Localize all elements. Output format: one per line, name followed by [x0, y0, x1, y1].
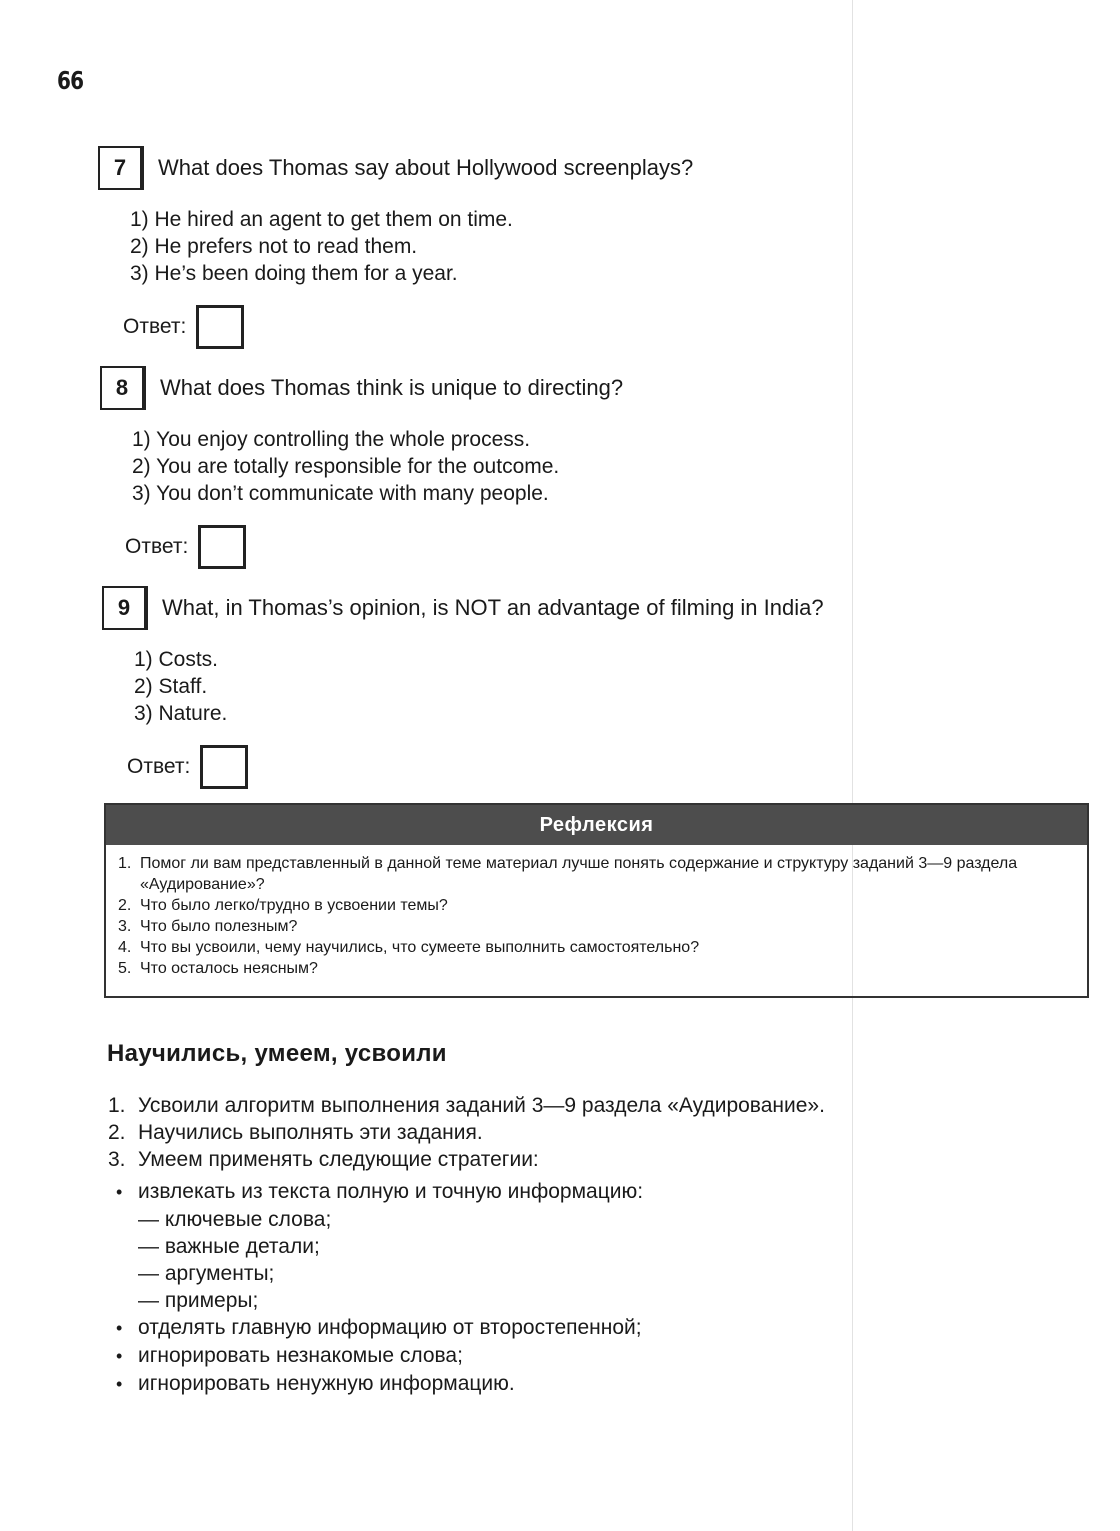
- answer-options: [134, 646, 1002, 727]
- strategy-item: [116, 1178, 643, 1206]
- reflection-box: [104, 803, 1089, 998]
- item-text: Что было полезным?: [140, 918, 298, 935]
- item-number: 1.: [108, 1094, 126, 1117]
- strategy-item: [116, 1314, 643, 1342]
- item-number: 3.: [118, 918, 132, 935]
- item-number: 1.: [118, 855, 132, 872]
- answer-row: [127, 745, 1002, 789]
- option-2: 2) You are totally responsible for the outcome.: [132, 455, 560, 478]
- item-text: Помог ли вам представленный в данной теме материал лучше понять содержание и структуру заданий 3—9 раздела «Аудирование»?: [140, 855, 1018, 893]
- item-number: 3.: [108, 1148, 126, 1171]
- answer-row: [125, 525, 1000, 569]
- option-1: 1) You enjoy controlling the whole process.: [132, 428, 531, 451]
- item-text: Усвоили алгоритм выполнения заданий 3—9 раздела «Аудирование».: [138, 1094, 825, 1117]
- summary-item: [108, 1146, 825, 1173]
- reflection-item: [118, 853, 1087, 895]
- answer-box[interactable]: [196, 305, 244, 349]
- answer-label: Ответ:: [123, 315, 187, 338]
- item-number: 5.: [118, 960, 132, 977]
- item-number: 2.: [108, 1121, 126, 1144]
- summary-list: [108, 1092, 825, 1173]
- strategy-item: [116, 1342, 643, 1370]
- option-2: 2) He prefers not to read them.: [130, 235, 418, 258]
- strategy-text: игнорировать ненужную информацию.: [138, 1372, 515, 1395]
- strategy-subitems: [116, 1206, 643, 1314]
- answer-label: Ответ:: [127, 755, 191, 778]
- strategy-subitems-wrapper: [116, 1206, 643, 1314]
- item-text: Что осталось неясным?: [140, 960, 318, 977]
- task-9: [102, 584, 1002, 789]
- answer-row: [123, 305, 998, 349]
- task-question: What does Thomas think is unique to directing?: [160, 375, 624, 400]
- answer-options: [132, 426, 1000, 507]
- reflection-item: [118, 937, 1087, 958]
- item-number: 4.: [118, 939, 132, 956]
- task-8: [100, 364, 1000, 569]
- strategy-text: игнорировать незнакомые слова;: [138, 1344, 463, 1367]
- reflection-title: Рефлексия: [106, 805, 1087, 845]
- summary-item: [108, 1119, 825, 1146]
- answer-label: Ответ:: [125, 535, 189, 558]
- strategies-list: [116, 1178, 643, 1398]
- task-7: [98, 144, 998, 349]
- item-text: Что вы усвоили, чему научились, что сумеете выполнить самостоятельно?: [140, 939, 700, 956]
- reflection-item: [118, 958, 1087, 979]
- option-3: 3) He’s been doing them for a year.: [130, 262, 458, 285]
- reflection-questions: [118, 853, 1087, 979]
- reflection-item: [118, 895, 1087, 916]
- strategy-text: отделять главную информацию от второстепенной;: [138, 1316, 642, 1339]
- option-2: 2) Staff.: [134, 675, 208, 698]
- strategy-subitem: — важные детали;: [138, 1235, 320, 1258]
- page-number: 66: [57, 66, 84, 95]
- bullet-icon: •: [116, 1374, 123, 1394]
- answer-box[interactable]: [200, 745, 248, 789]
- option-3: 3) Nature.: [134, 702, 228, 725]
- bullet-icon: •: [116, 1346, 123, 1366]
- strategy-subitem: — примеры;: [138, 1289, 259, 1312]
- answer-options: [130, 206, 998, 287]
- strategy-item: [116, 1370, 643, 1398]
- task-number: 7: [98, 146, 144, 190]
- strategy-text: извлекать из текста полную и точную информацию:: [138, 1180, 644, 1203]
- option-3: 3) You don’t communicate with many people.: [132, 482, 549, 505]
- task-number: 9: [102, 586, 148, 630]
- summary-item: [108, 1092, 825, 1119]
- strategy-subitem: — аргументы;: [138, 1262, 275, 1285]
- task-number: 8: [100, 366, 146, 410]
- answer-box[interactable]: [198, 525, 246, 569]
- option-1: 1) Costs.: [134, 648, 219, 671]
- task-question: What does Thomas say about Hollywood screenplays?: [158, 155, 694, 180]
- reflection-item: [118, 916, 1087, 937]
- task-question: What, in Thomas’s opinion, is NOT an advantage of filming in India?: [162, 595, 824, 620]
- summary-heading: Научились, умеем, усвоили: [107, 1040, 447, 1067]
- item-text: Научились выполнять эти задания.: [138, 1121, 483, 1144]
- bullet-icon: •: [116, 1182, 123, 1202]
- item-text: Что было легко/трудно в усвоении темы?: [140, 897, 448, 914]
- bullet-icon: •: [116, 1318, 123, 1338]
- option-1: 1) He hired an agent to get them on time.: [130, 208, 513, 231]
- item-text: Умеем применять следующие стратегии:: [138, 1148, 539, 1171]
- strategy-subitem: — ключевые слова;: [138, 1208, 332, 1231]
- item-number: 2.: [118, 897, 132, 914]
